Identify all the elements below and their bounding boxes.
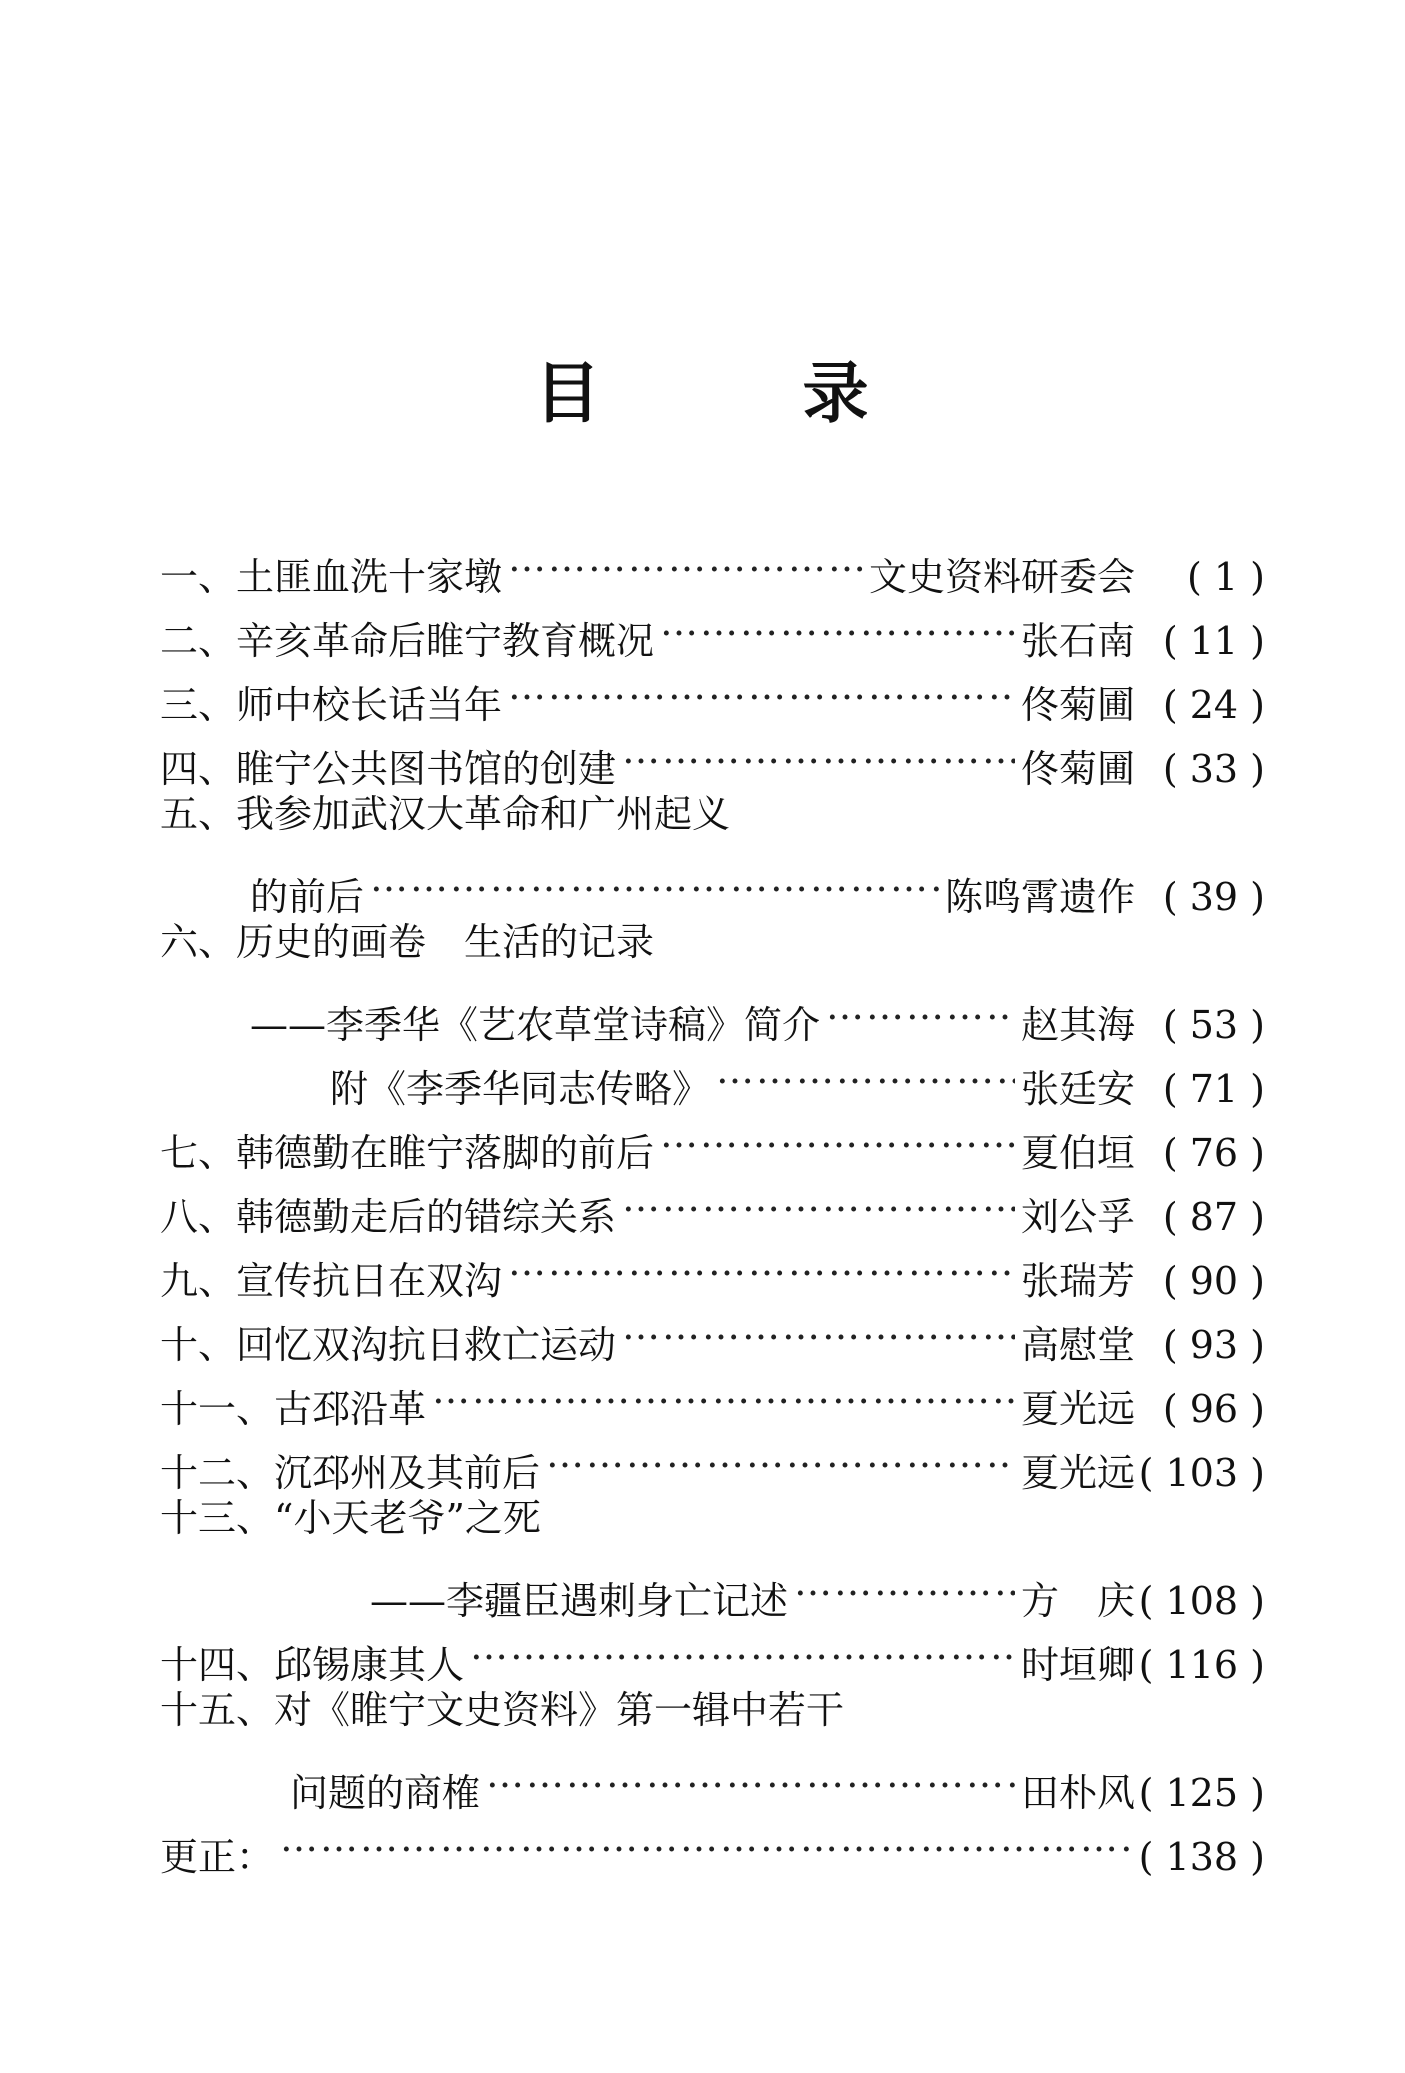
toc-entry-5[interactable]: 五、 我参加武汉大革命和广州起义 — [160, 782, 1265, 846]
entry-author: 张廷安 — [1020, 1067, 1135, 1111]
entry-title-cont: 问题的商榷 — [290, 1771, 481, 1815]
entry-title: 辛亥革命后睢宁教育概况 — [236, 619, 655, 663]
entry-title-cont: ——李疆臣遇刺身亡记述 — [370, 1579, 789, 1623]
entry-page: ( 76 ) — [1162, 1131, 1265, 1175]
entry-title: 历史的画卷 生活的记录 — [236, 920, 655, 964]
toc-entry-errata[interactable]: 更正： …………………………………………………………………………………………………… ( 138 ) — [160, 1806, 1265, 1870]
toc-entry-13[interactable]: 十三、 “小天老爷”之死 — [160, 1486, 1265, 1550]
toc-entry-6[interactable]: 六、 历史的画卷 生活的记录 — [160, 910, 1265, 974]
entry-author: 方 庆 — [1020, 1579, 1135, 1623]
toc-entry-3[interactable]: 三、 师中校长话当年 …………………………………………………………………………………………………… 佟菊圃 ( 24 ) — [160, 654, 1265, 718]
entry-page: ( 39 ) — [1162, 875, 1265, 919]
entry-title: 睢宁公共图书馆的创建 — [236, 747, 617, 791]
toc-entry-15-cont[interactable] — [160, 1742, 1265, 1815]
entry-title: 韩德勤走后的错综关系 — [236, 1195, 617, 1239]
page-title — [0, 354, 1405, 432]
entry-author: 夏光远 — [1020, 1451, 1135, 1495]
toc-entry-6-cont[interactable] — [160, 974, 1265, 1047]
entry-author: 夏光远 — [1020, 1387, 1135, 1431]
entry-page: ( 103 ) — [1138, 1451, 1265, 1495]
entry-page: ( 138 ) — [1138, 1835, 1265, 1879]
toc-entry-4[interactable]: 四、 睢宁公共图书馆的创建 …………………………………………………………………………………………………… 佟菊圃 ( 33 ) — [160, 718, 1265, 782]
entry-page: ( 90 ) — [1162, 1259, 1265, 1303]
toc-entry-11[interactable]: 十一、 古邳沿革 …………………………………………………………………………………………………… 夏光远 ( 96 ) — [160, 1358, 1265, 1422]
toc-entry-7[interactable]: 七、 韩德勤在睢宁落脚的前后 …………………………………………………………………………………………………… 夏伯垣 ( 76 ) — [160, 1102, 1265, 1166]
entry-author: 陈鸣霄遗作 — [944, 875, 1135, 919]
toc-entry-1[interactable]: 一、 土匪血洗十家墩 …………………………………………………………………………………………………… 文史资料研委会 ( 1 ) — [160, 526, 1265, 590]
entry-page: ( 108 ) — [1138, 1579, 1265, 1623]
entry-title: 回忆双沟抗日救亡运动 — [236, 1323, 617, 1367]
entry-title: 邱锡康其人 — [274, 1643, 465, 1687]
toc-entry-15[interactable]: 十五、 对《睢宁文史资料》第一辑中若干 — [160, 1678, 1265, 1742]
entry-title-appendix: 附《李季华同志传略》 — [330, 1067, 711, 1111]
entry-title: 我参加武汉大革命和广州起义 — [236, 792, 731, 836]
entry-title: 韩德勤在睢宁落脚的前后 — [236, 1131, 655, 1175]
toc-entry-10[interactable]: 十、 回忆双沟抗日救亡运动 …………………………………………………………………………………………………… 高慰堂 ( 93 ) — [160, 1294, 1265, 1358]
entry-title-cont: 的前后 — [250, 875, 365, 919]
toc-entry-9[interactable]: 九、 宣传抗日在双沟 …………………………………………………………………………………………………… 张瑞芳 ( 90 ) — [160, 1230, 1265, 1294]
entry-title: 土匪血洗十家墩 — [236, 555, 503, 599]
entry-title: 对《睢宁文史资料》第一辑中若干 — [274, 1688, 845, 1732]
toc-entry-14[interactable]: 十四、 邱锡康其人 …………………………………………………………………………………………………… 时垣卿 ( 116 ) — [160, 1614, 1265, 1678]
entry-page: ( 71 ) — [1162, 1067, 1265, 1111]
entry-author: 田朴风 — [1020, 1771, 1135, 1815]
toc-entry-2[interactable]: 二、 辛亥革命后睢宁教育概况 …………………………………………………………………………………………………… 张石南 ( 11 ) — [160, 590, 1265, 654]
entry-author: 刘公孚 — [1020, 1195, 1135, 1239]
entry-page: ( 96 ) — [1162, 1387, 1265, 1431]
entry-page: ( 24 ) — [1162, 683, 1265, 727]
entry-author: 张瑞芳 — [1020, 1259, 1135, 1303]
entry-author: 佟菊圃 — [1020, 683, 1135, 727]
entry-page: ( 116 ) — [1138, 1643, 1265, 1687]
title-char-1: 目 — [534, 354, 603, 432]
entry-title: 沉邳州及其前后 — [274, 1451, 541, 1495]
toc-entry-13-cont[interactable] — [160, 1550, 1265, 1623]
entry-title: “小天老爷”之死 — [274, 1496, 541, 1540]
entry-page: ( 87 ) — [1162, 1195, 1265, 1239]
entry-author: 时垣卿 — [1020, 1643, 1135, 1687]
entry-title-cont: ——李季华《艺农草堂诗稿》简介 — [250, 1003, 821, 1047]
table-of-contents — [160, 526, 1265, 1879]
entry-page: ( 53 ) — [1162, 1003, 1265, 1047]
entry-page: ( 33 ) — [1162, 747, 1265, 791]
entry-title: 师中校长话当年 — [236, 683, 503, 727]
title-char-2: 录 — [802, 354, 871, 432]
entry-page: ( 93 ) — [1162, 1323, 1265, 1367]
entry-author: 文史资料研委会 — [868, 555, 1135, 599]
entry-author: 赵其海 — [1020, 1003, 1135, 1047]
entry-author: 张石南 — [1020, 619, 1135, 663]
toc-entry-8[interactable]: 八、 韩德勤走后的错综关系 …………………………………………………………………………………………………… 刘公孚 ( 87 ) — [160, 1166, 1265, 1230]
toc-entry-12[interactable]: 十二、 沉邳州及其前后 …………………………………………………………………………………………………… 夏光远 ( 103 ) — [160, 1422, 1265, 1486]
entry-title: 宣传抗日在双沟 — [236, 1259, 503, 1303]
entry-author: 佟菊圃 — [1020, 747, 1135, 791]
entry-page: ( 11 ) — [1162, 619, 1265, 663]
entry-page: ( 1 ) — [1187, 555, 1265, 599]
entry-title: 古邳沿革 — [274, 1387, 427, 1431]
toc-entry-5-cont[interactable] — [160, 846, 1265, 919]
entry-author: 夏伯垣 — [1020, 1131, 1135, 1175]
entry-page: ( 125 ) — [1138, 1771, 1265, 1815]
entry-author: 高慰堂 — [1020, 1323, 1135, 1367]
